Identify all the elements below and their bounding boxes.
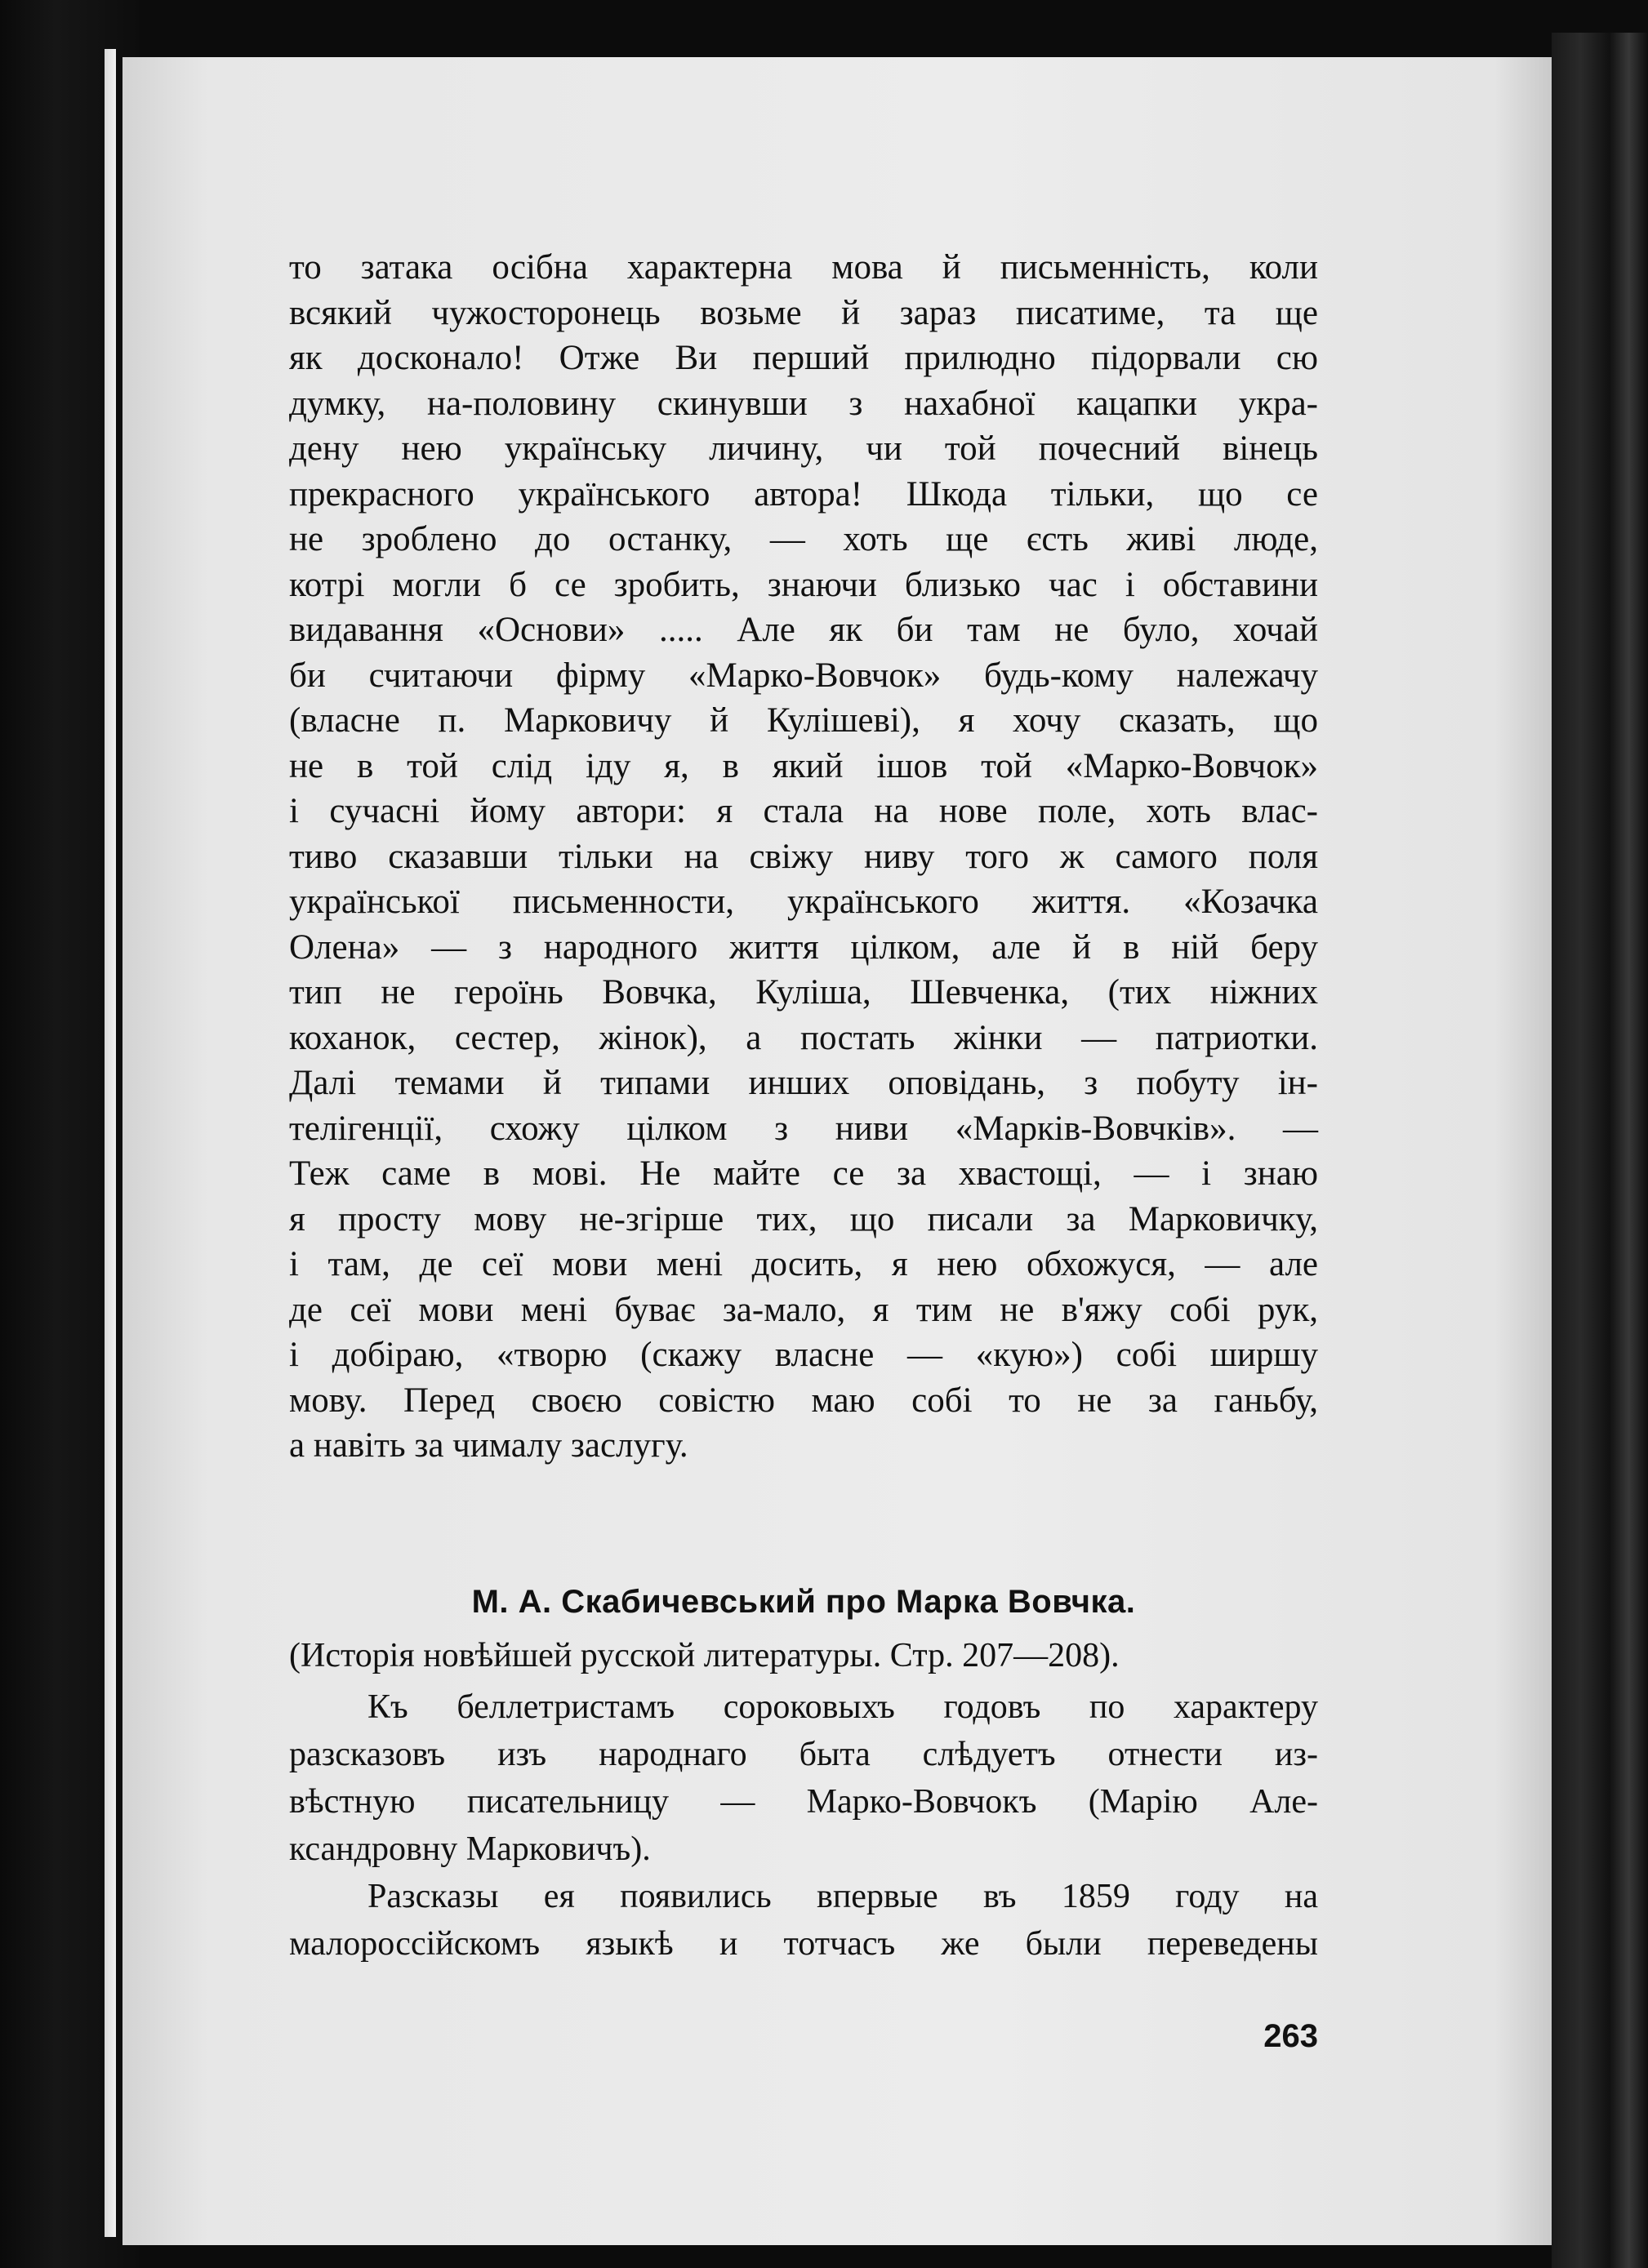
- facing-page-edge: [0, 0, 139, 2268]
- text-line: не зроблено до останку, — хоть ще єсть живі люде,: [289, 520, 1318, 558]
- text-line: (власне п. Марковичу й Кулішеві), я хочу сказать, що: [289, 701, 1318, 740]
- text-line: вѣстную писательницу — Марко-Вовчокъ (Марію Але-: [289, 1783, 1318, 1821]
- text-line: і добіраю, «творю (скажу власне — «кую») собі ширшу: [289, 1336, 1318, 1374]
- text-line: видавання «Основи» ..... Але як би там не було, хочай: [289, 611, 1318, 649]
- text-line: Къ беллетристамъ сороковыхъ годовъ по характеру: [367, 1688, 1318, 1726]
- text-line: української письменности, українського життя. «Козачка: [289, 883, 1318, 921]
- text-line: то затака осібна характерна мова й письменність, коли: [289, 248, 1318, 287]
- text-line: котрі могли б се зробить, знаючи близько час і обставини: [289, 565, 1318, 604]
- section-heading: М. А. Скабичевський про Марка Вовчка.: [471, 1584, 1136, 1620]
- text-line: Олена» — з народного життя цілком, але й в ній беру: [289, 927, 1318, 967]
- text-line: мову. Перед своєю совістю маю собі то не за ганьбу,: [289, 1381, 1318, 1420]
- text-line: і там, де сеї мови мені досить, я нею обхожуся, — але: [289, 1245, 1318, 1283]
- ukrainian-paragraph: [289, 245, 1318, 1469]
- text-line: Далі темами й типами инших оповідань, з побуту ін-: [289, 1064, 1318, 1102]
- text-line: Разсказы ея появились впервые въ 1859 году на: [367, 1878, 1318, 1915]
- text-line: всякий чужосторонець возьме й зараз писатиме, та ще: [289, 293, 1318, 332]
- text-line: Теж саме в мові. Не майте се за хвастощі, — і знаю: [289, 1154, 1318, 1193]
- text-line: а навіть за чималу заслугу.: [289, 1426, 688, 1465]
- text-line: не в той слід іду я, в який ішов той «Марко-Вовчок»: [289, 746, 1318, 785]
- text-line: тип не героїнь Вовчка, Куліша, Шевченка, (тих ніжних: [289, 973, 1318, 1012]
- text-line: коханок, сестер, жінок), а постать жінки — патриотки.: [289, 1018, 1318, 1057]
- text-line: як досконало! Отже Ви перший прилюдно підорвали сю: [289, 339, 1318, 377]
- text-line: разсказовъ изъ народнаго быта слѣдуетъ отнести из-: [289, 1736, 1318, 1773]
- text-line: і сучасні йому автори: я стала на нове поле, хоть влас-: [289, 792, 1318, 830]
- text-line: прекрасного українського автора! Шкода тільки, що се: [289, 474, 1318, 514]
- text-line: малороссійскомъ языкѣ и тотчасъ же были переведены: [289, 1925, 1318, 1963]
- text-line: телігенції, схожу цілком з ниви «Марків-Вовчків». —: [289, 1109, 1318, 1148]
- page-number: 263: [1263, 2018, 1318, 2054]
- text-line: дену нею українську личину, чи той почесний вінець: [289, 429, 1318, 468]
- text-line: тиво сказавши тільки на свіжу ниву того ж самого поля: [289, 837, 1318, 876]
- main-text-block: [289, 245, 1318, 1469]
- russian-quote-block: [289, 1683, 1318, 1968]
- facing-page-sliver: [105, 49, 116, 2237]
- book-binding-shadow: [1552, 33, 1648, 2268]
- source-citation: (Исторія новѣйшей русской литературы. Стр. 207—208).: [289, 1637, 1120, 1674]
- text-line: де сеї мови мені буває за-мало, я тим не в'яжу собі рук,: [289, 1290, 1318, 1329]
- text-line: думку, на-половину скинувши з нахабної кацапки укра-: [289, 384, 1318, 423]
- text-line: я просту мову не-згірше тих, що писали за Марковичку,: [289, 1199, 1318, 1239]
- text-line: ксандровну Марковичъ).: [289, 1830, 651, 1868]
- text-line: би считаючи фірму «Марко-Вовчок» будь-кому належачу: [289, 656, 1318, 695]
